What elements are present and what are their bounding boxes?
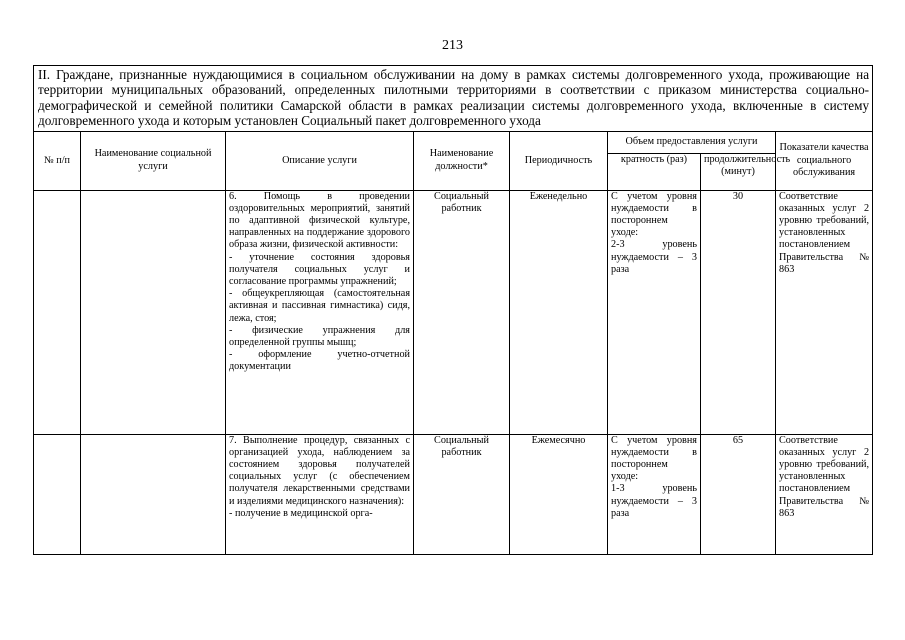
cell-periodicity: Ежемесячно: [510, 434, 608, 554]
header-num: № п/п: [34, 131, 81, 190]
cell-periodicity: Еженедельно: [510, 190, 608, 434]
cell-num: [34, 434, 81, 554]
cell-description: 6. Помощь в проведении оздоровительных мероприятий, занятий по адаптивной физической культуре, направленных на поддержание здорового образа жизни, физической активности: - уточнение состояния здоровья получателя социальных услуг и согласование программы упражнений; - общеукрепляющая (самостоятельная активная и пассивная гимнастика) сидя, лежа, стоя; - физические упражнения для определенной группы мышц; - оформление учетно-отчетной документации: [226, 190, 414, 434]
cell-position: Социальный работник: [414, 434, 510, 554]
page-number: 213: [442, 38, 463, 53]
section-title: II. Граждане, признанные нуждающимися в социальном обслуживании на дому в рамках системы долговременного ухода, проживающие на территории муниципальных образований, определенных пилотными территориями в соответствии с приказом министерства социально-демографической и семейной политики Самарской области в рамках реализации системы долговременного ухода, включенные в систему долговременного ухода и которым установлен Социальный пакет долговременного ухода: [34, 66, 873, 132]
cell-num: [34, 190, 81, 434]
cell-quality: Соответствие оказанных услуг 2 уровню требований, установленных постановлением Правительства № 863: [776, 434, 873, 554]
cell-description: 7. Выполнение процедур, связанных с организацией ухода, наблюдением за состоянием здоровья получателей социальных услуг (с обеспечением получателя лекарственными средствами и изделиями медицинского назначения): - получение в медицинской орга-: [226, 434, 414, 554]
table-row: [34, 434, 873, 554]
section-row: [34, 66, 873, 132]
header-periodicity: Периодичность: [510, 131, 608, 190]
header-row: [34, 131, 873, 153]
header-quality: Показатели качества социального обслуживания: [776, 131, 873, 190]
cell-quality: Соответствие оказанных услуг 2 уровню требований, установленных постановлением Правительства № 863: [776, 190, 873, 434]
header-service-name: Наименование социальной услуги: [81, 131, 226, 190]
cell-position: Социальный работник: [414, 190, 510, 434]
table-row: [34, 190, 873, 434]
cell-service-name: [81, 434, 226, 554]
cell-service-name: [81, 190, 226, 434]
header-description: Описание услуги: [226, 131, 414, 190]
cell-multiplicity: С учетом уровня нуждаемости в постороннем уходе: 1-3 уровень нуждаемости – 3 раза: [608, 434, 701, 554]
cell-duration: 65: [701, 434, 776, 554]
header-volume: Объем предоставления услуги: [608, 131, 776, 153]
cell-duration: 30: [701, 190, 776, 434]
header-position: Наименование должности*: [414, 131, 510, 190]
header-multiplicity: кратность (раз): [608, 153, 701, 190]
services-table: [33, 65, 873, 555]
header-duration: продолжительность (минут): [701, 153, 776, 190]
cell-multiplicity: С учетом уровня нуждаемости в постороннем уходе: 2-3 уровень нуждаемости – 3 раза: [608, 190, 701, 434]
